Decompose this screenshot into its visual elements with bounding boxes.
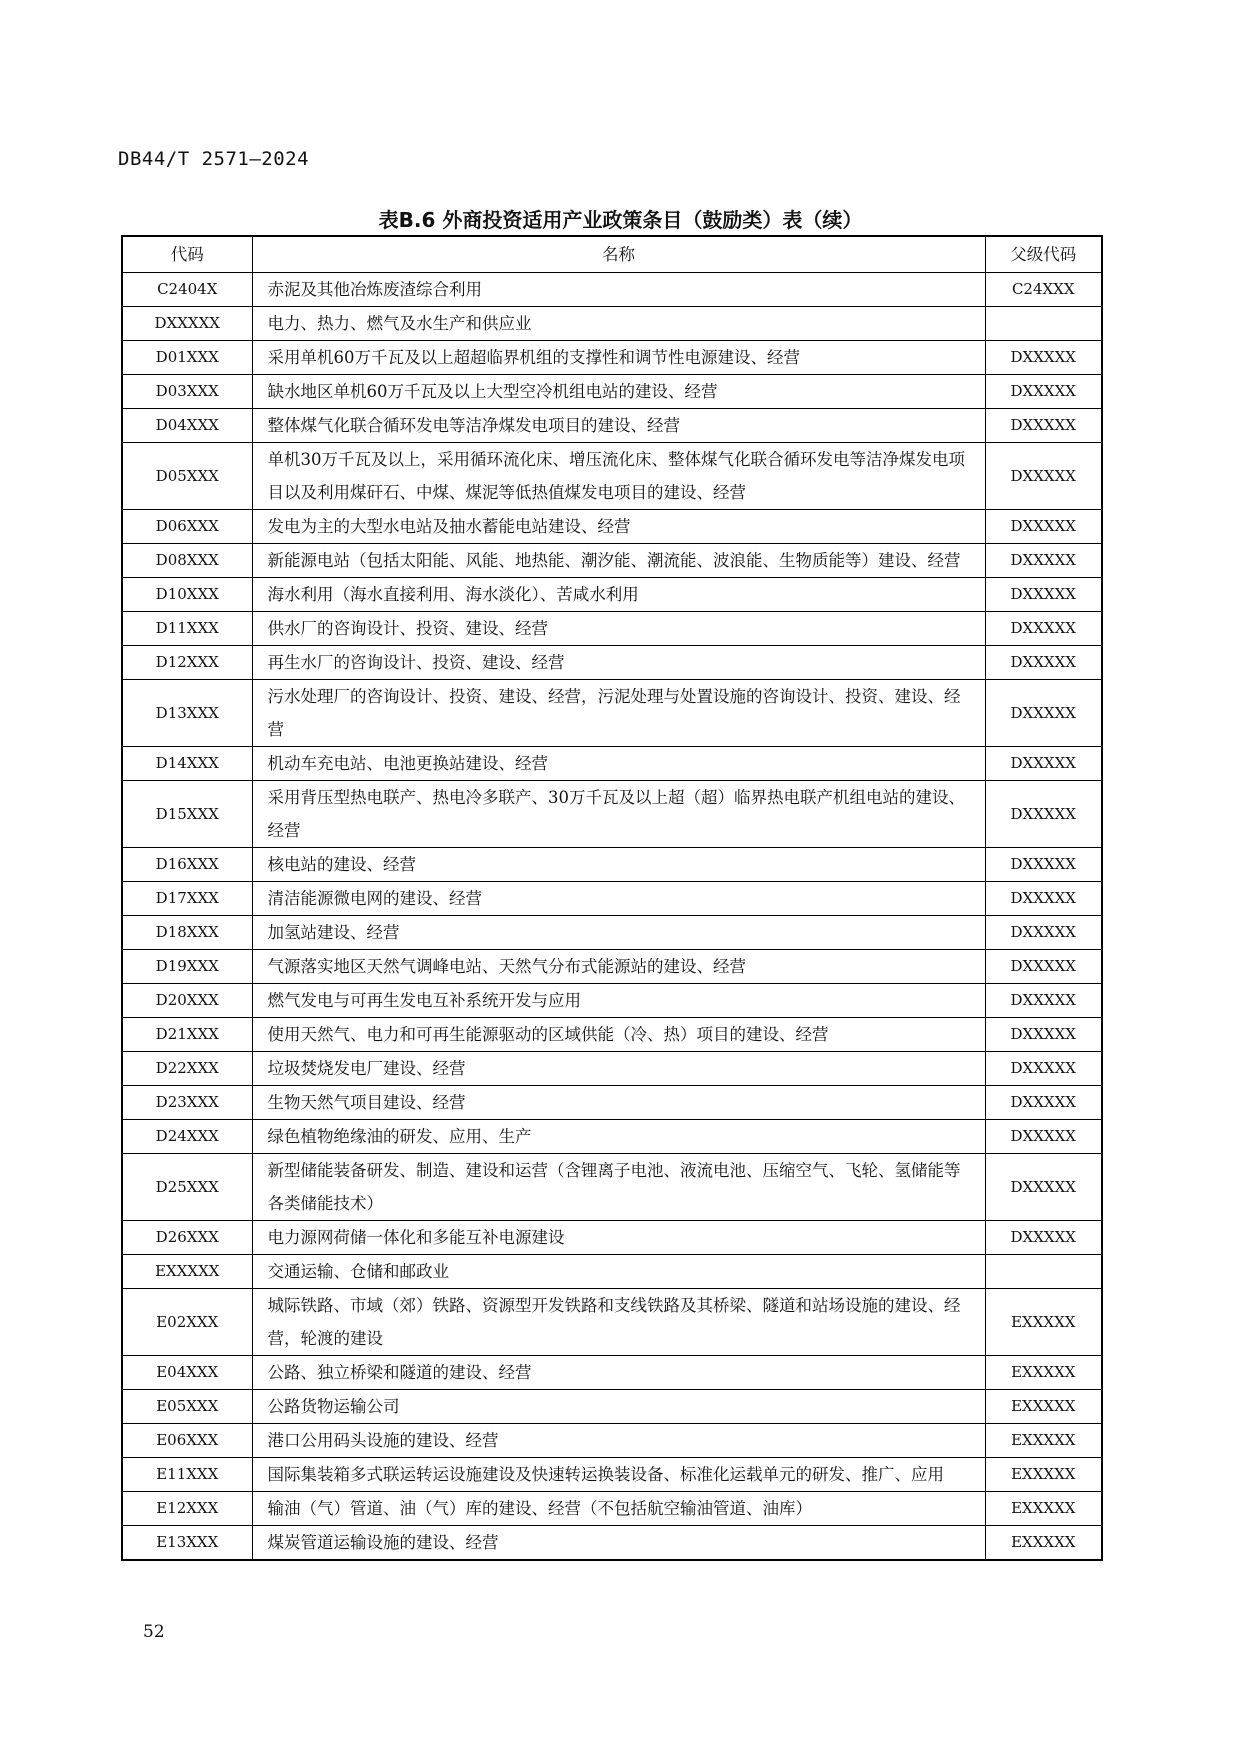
cell-name: 机动车充电站、电池更换站建设、经营	[252, 747, 985, 781]
cell-code: E05XXX	[122, 1390, 252, 1424]
cell-name: 港口公用码头设施的建设、经营	[252, 1424, 985, 1458]
cell-code: D17XXX	[122, 882, 252, 916]
table-row	[122, 1424, 1102, 1458]
cell-name: 赤泥及其他冶炼废渣综合利用	[252, 273, 985, 307]
cell-name: 加氢站建设、经营	[252, 916, 985, 950]
cell-name: 采用单机60万千瓦及以上超超临界机组的支撑性和调节性电源建设、经营	[252, 341, 985, 375]
table-row	[122, 544, 1102, 578]
cell-name: 绿色植物绝缘油的研发、应用、生产	[252, 1120, 985, 1154]
cell-code: D25XXX	[122, 1154, 252, 1221]
cell-name: 发电为主的大型水电站及抽水蓄能电站建设、经营	[252, 510, 985, 544]
table-row	[122, 950, 1102, 984]
cell-parent-code: DXXXXX	[985, 916, 1102, 950]
cell-name: 输油（气）管道、油（气）库的建设、经营（不包括航空输油管道、油库）	[252, 1492, 985, 1526]
cell-parent-code: DXXXXX	[985, 612, 1102, 646]
table-row	[122, 443, 1102, 510]
cell-name: 单机30万千瓦及以上，采用循环流化床、增压流化床、整体煤气化联合循环发电等洁净煤发电项目以及利用煤矸石、中煤、煤泥等低热值煤发电项目的建设、经营	[252, 443, 985, 510]
table-row	[122, 1154, 1102, 1221]
table-row	[122, 612, 1102, 646]
table-row	[122, 409, 1102, 443]
cell-parent-code	[985, 307, 1102, 341]
cell-parent-code: EXXXXX	[985, 1492, 1102, 1526]
cell-code: C2404X	[122, 273, 252, 307]
cell-parent-code: DXXXXX	[985, 443, 1102, 510]
table-row	[122, 680, 1102, 747]
cell-code: D24XXX	[122, 1120, 252, 1154]
cell-code: D21XXX	[122, 1018, 252, 1052]
cell-name: 新型储能装备研发、制造、建设和运营（含锂离子电池、液流电池、压缩空气、飞轮、氢储能等各类储能技术）	[252, 1154, 985, 1221]
cell-code: D19XXX	[122, 950, 252, 984]
cell-code: E13XXX	[122, 1526, 252, 1561]
cell-name: 生物天然气项目建设、经营	[252, 1086, 985, 1120]
cell-code: E06XXX	[122, 1424, 252, 1458]
cell-code: DXXXXX	[122, 307, 252, 341]
table-row	[122, 273, 1102, 307]
cell-code: D26XXX	[122, 1221, 252, 1255]
cell-parent-code: DXXXXX	[985, 510, 1102, 544]
cell-code: D14XXX	[122, 747, 252, 781]
cell-parent-code: DXXXXX	[985, 984, 1102, 1018]
cell-name: 公路货物运输公司	[252, 1390, 985, 1424]
table-body	[122, 273, 1102, 1561]
cell-name: 海水利用（海水直接利用、海水淡化）、苦咸水利用	[252, 578, 985, 612]
cell-code: D23XXX	[122, 1086, 252, 1120]
cell-code: E11XXX	[122, 1458, 252, 1492]
cell-name: 公路、独立桥梁和隧道的建设、经营	[252, 1356, 985, 1390]
cell-parent-code: DXXXXX	[985, 1018, 1102, 1052]
cell-parent-code: EXXXXX	[985, 1289, 1102, 1356]
cell-parent-code	[985, 1255, 1102, 1289]
cell-parent-code: DXXXXX	[985, 950, 1102, 984]
cell-name: 污水处理厂的咨询设计、投资、建设、经营，污泥处理与处置设施的咨询设计、投资、建设、经营	[252, 680, 985, 747]
cell-parent-code: DXXXXX	[985, 747, 1102, 781]
cell-parent-code: DXXXXX	[985, 680, 1102, 747]
cell-parent-code: EXXXXX	[985, 1424, 1102, 1458]
table-row	[122, 307, 1102, 341]
cell-name: 新能源电站（包括太阳能、风能、地热能、潮汐能、潮流能、波浪能、生物质能等）建设、经营	[252, 544, 985, 578]
cell-parent-code: DXXXXX	[985, 1221, 1102, 1255]
cell-code: D10XXX	[122, 578, 252, 612]
table-row	[122, 1221, 1102, 1255]
table-row	[122, 341, 1102, 375]
table-row	[122, 646, 1102, 680]
cell-code: D12XXX	[122, 646, 252, 680]
cell-name: 城际铁路、市域（郊）铁路、资源型开发铁路和支线铁路及其桥梁、隧道和站场设施的建设、经营，轮渡的建设	[252, 1289, 985, 1356]
cell-code: D04XXX	[122, 409, 252, 443]
table-row	[122, 1018, 1102, 1052]
cell-name: 使用天然气、电力和可再生能源驱动的区域供能（冷、热）项目的建设、经营	[252, 1018, 985, 1052]
cell-parent-code: DXXXXX	[985, 646, 1102, 680]
table-row	[122, 1086, 1102, 1120]
cell-name: 缺水地区单机60万千瓦及以上大型空冷机组电站的建设、经营	[252, 375, 985, 409]
cell-name: 供水厂的咨询设计、投资、建设、经营	[252, 612, 985, 646]
cell-parent-code: DXXXXX	[985, 578, 1102, 612]
cell-code: EXXXXX	[122, 1255, 252, 1289]
table-row	[122, 1390, 1102, 1424]
cell-parent-code: DXXXXX	[985, 544, 1102, 578]
cell-parent-code: DXXXXX	[985, 1154, 1102, 1221]
cell-parent-code: EXXXXX	[985, 1390, 1102, 1424]
cell-name: 国际集装箱多式联运转运设施建设及快速转运换装设备、标准化运载单元的研发、推广、应用	[252, 1458, 985, 1492]
column-header-name: 名称	[252, 236, 985, 273]
table-row	[122, 1458, 1102, 1492]
cell-name: 整体煤气化联合循环发电等洁净煤发电项目的建设、经营	[252, 409, 985, 443]
table-title: 表B.6 外商投资适用产业政策条目（鼓励类）表（续）	[378, 208, 863, 232]
cell-code: E02XXX	[122, 1289, 252, 1356]
policy-table	[121, 235, 1103, 1561]
cell-name: 电力、热力、燃气及水生产和供应业	[252, 307, 985, 341]
column-header-code: 代码	[122, 236, 252, 273]
cell-code: D16XXX	[122, 848, 252, 882]
cell-code: D13XXX	[122, 680, 252, 747]
cell-name: 电力源网荷储一体化和多能互补电源建设	[252, 1221, 985, 1255]
table-row	[122, 781, 1102, 848]
cell-code: E12XXX	[122, 1492, 252, 1526]
cell-parent-code: EXXXXX	[985, 1526, 1102, 1561]
cell-parent-code: DXXXXX	[985, 781, 1102, 848]
page-number: 52	[143, 1622, 165, 1642]
table-header-row	[122, 236, 1102, 273]
cell-parent-code: DXXXXX	[985, 1052, 1102, 1086]
table-row	[122, 1356, 1102, 1390]
cell-parent-code: EXXXXX	[985, 1356, 1102, 1390]
table-row	[122, 848, 1102, 882]
cell-parent-code: DXXXXX	[985, 341, 1102, 375]
cell-parent-code: DXXXXX	[985, 1086, 1102, 1120]
cell-name: 垃圾焚烧发电厂建设、经营	[252, 1052, 985, 1086]
cell-name: 采用背压型热电联产、热电冷多联产、30万千瓦及以上超（超）临界热电联产机组电站的建设、经营	[252, 781, 985, 848]
table-row	[122, 1255, 1102, 1289]
cell-name: 气源落实地区天然气调峰电站、天然气分布式能源站的建设、经营	[252, 950, 985, 984]
cell-parent-code: C24XXX	[985, 273, 1102, 307]
table-row	[122, 1526, 1102, 1561]
cell-code: D08XXX	[122, 544, 252, 578]
cell-name: 核电站的建设、经营	[252, 848, 985, 882]
table-row	[122, 375, 1102, 409]
cell-code: D11XXX	[122, 612, 252, 646]
cell-code: D05XXX	[122, 443, 252, 510]
table-row	[122, 1492, 1102, 1526]
cell-parent-code: EXXXXX	[985, 1458, 1102, 1492]
column-header-parent: 父级代码	[985, 236, 1102, 273]
table-row	[122, 578, 1102, 612]
cell-code: E04XXX	[122, 1356, 252, 1390]
table-row	[122, 1289, 1102, 1356]
table-row	[122, 747, 1102, 781]
cell-code: D03XXX	[122, 375, 252, 409]
cell-code: D15XXX	[122, 781, 252, 848]
cell-name: 再生水厂的咨询设计、投资、建设、经营	[252, 646, 985, 680]
table-row	[122, 916, 1102, 950]
table-row	[122, 510, 1102, 544]
cell-code: D18XXX	[122, 916, 252, 950]
cell-code: D06XXX	[122, 510, 252, 544]
cell-name: 煤炭管道运输设施的建设、经营	[252, 1526, 985, 1561]
cell-name: 燃气发电与可再生发电互补系统开发与应用	[252, 984, 985, 1018]
document-code: DB44/T 2571—2024	[118, 148, 310, 170]
table-row	[122, 1052, 1102, 1086]
cell-code: D20XXX	[122, 984, 252, 1018]
table-row	[122, 882, 1102, 916]
cell-parent-code: DXXXXX	[985, 1120, 1102, 1154]
cell-parent-code: DXXXXX	[985, 375, 1102, 409]
cell-name: 交通运输、仓储和邮政业	[252, 1255, 985, 1289]
table-row	[122, 984, 1102, 1018]
cell-name: 清洁能源微电网的建设、经营	[252, 882, 985, 916]
table-row	[122, 1120, 1102, 1154]
cell-parent-code: DXXXXX	[985, 882, 1102, 916]
cell-parent-code: DXXXXX	[985, 409, 1102, 443]
cell-code: D01XXX	[122, 341, 252, 375]
cell-parent-code: DXXXXX	[985, 848, 1102, 882]
cell-code: D22XXX	[122, 1052, 252, 1086]
